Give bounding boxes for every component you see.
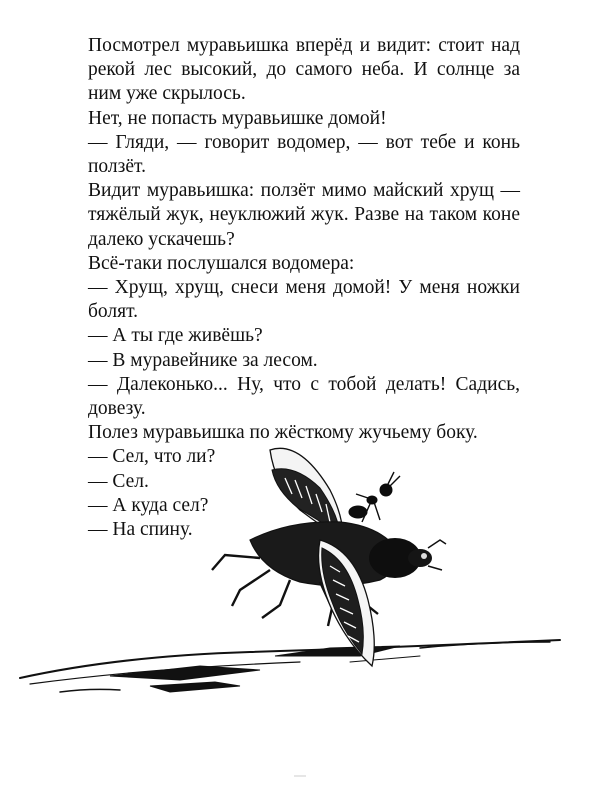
paragraph-14: — На спину. bbox=[88, 519, 193, 541]
paragraph-12: — Сел. bbox=[88, 470, 149, 492]
paragraph-7: — А ты где живёшь? bbox=[88, 325, 263, 347]
paragraph-1: Посмотрел муравьишка вперёд и видит: стоит над рекой лес высокий, до самого неба. И солнце за ним уже скрылось. bbox=[88, 35, 520, 105]
paragraph-5: Всё-таки послушался водомера: bbox=[88, 252, 355, 274]
paragraph-11: — Сел, что ли? bbox=[88, 446, 216, 468]
paragraph-8: — В муравейнике за лесом. bbox=[88, 349, 318, 371]
paragraph-6: — Хрущ, хрущ, снеси меня домой! У меня ножки болят. bbox=[88, 277, 520, 323]
paragraph-10: Полез муравьишка по жёсткому жучьему боку. bbox=[88, 422, 478, 444]
beetle-with-ant-icon bbox=[0, 430, 600, 730]
paragraph-2: Нет, не попасть муравьишке домой! bbox=[88, 107, 387, 129]
paragraph-4: Видит муравьишка: ползёт мимо майский хрущ — тяжёлый жук, неуклюжий жук. Разве на таком коне далеко ускачешь? bbox=[88, 180, 520, 250]
ground-strokes bbox=[20, 640, 560, 692]
page-number-mark bbox=[290, 770, 310, 782]
paragraph-9: — Далеконько... Ну, что с тобой делать! Садись, довезу. bbox=[88, 373, 520, 420]
ant-icon bbox=[349, 472, 400, 522]
paragraph-13: — А куда сел? bbox=[88, 494, 209, 516]
paragraph-3: — Гляди, — говорит водомер, — вот тебе и конь ползёт. bbox=[88, 131, 520, 178]
